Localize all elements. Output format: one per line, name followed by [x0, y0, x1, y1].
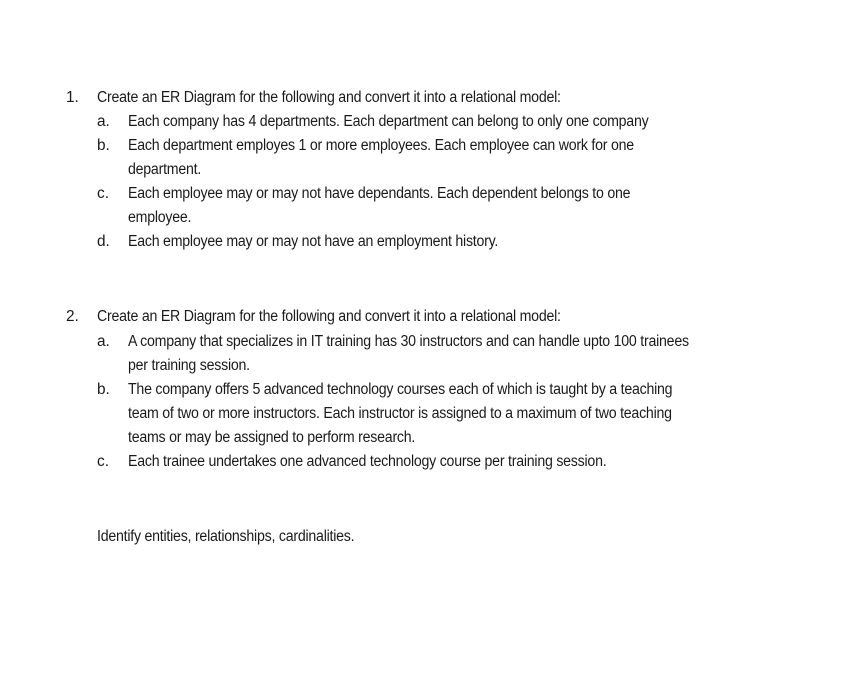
question-number: 1. [66, 89, 79, 106]
item-text-continued: per training session. [128, 357, 250, 374]
item-label: a. [97, 333, 110, 350]
item-label: b. [97, 381, 110, 398]
item-text-continued: department. [128, 161, 202, 178]
item-label: b. [97, 137, 110, 154]
item-text: Each department employes 1 or more employees. Each employee can work for one [128, 137, 634, 154]
item-text: Each trainee undertakes one advanced technology course per training session. [128, 453, 607, 470]
question-text: Create an ER Diagram for the following and convert it into a relational model: [97, 308, 561, 325]
question-text: Create an ER Diagram for the following and convert it into a relational model: [97, 89, 561, 106]
item-text: A company that specializes in IT training has 30 instructors and can handle upto 100 trainees [128, 333, 689, 350]
item-text: Each company has 4 departments. Each department can belong to only one company [128, 113, 649, 130]
question-number: 2. [66, 308, 79, 325]
item-label: c. [97, 185, 109, 202]
item-text-continued: employee. [128, 209, 192, 226]
item-text-continued: teams or may be assigned to perform research. [128, 429, 416, 446]
item-text: The company offers 5 advanced technology courses each of which is taught by a teaching [128, 381, 673, 398]
item-label: c. [97, 453, 109, 470]
footer-instruction: Identify entities, relationships, cardinalities. [97, 528, 355, 545]
item-label: a. [97, 113, 110, 130]
item-text: Each employee may or may not have dependants. Each dependent belongs to one [128, 185, 631, 202]
item-text-continued: team of two or more instructors. Each instructor is assigned to a maximum of two teaching [128, 405, 672, 422]
item-text: Each employee may or may not have an employment history. [128, 233, 499, 250]
item-label: d. [97, 233, 110, 250]
